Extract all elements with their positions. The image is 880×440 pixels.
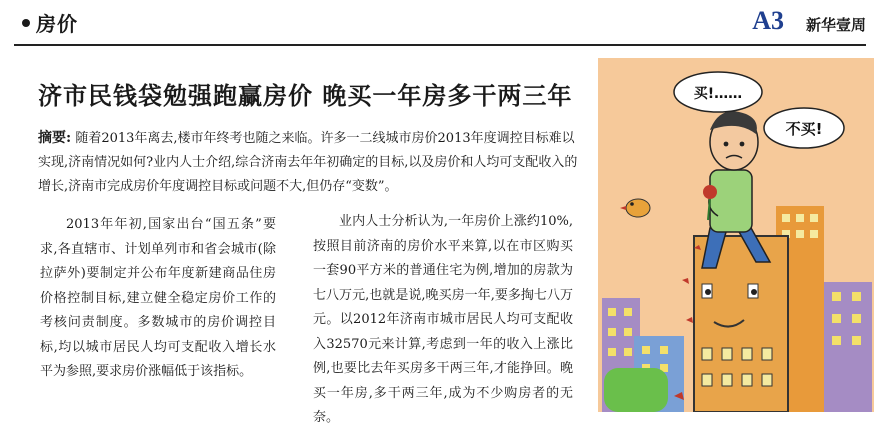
section-title: 房价 bbox=[36, 12, 78, 36]
speech-bubble-not-buy bbox=[764, 108, 844, 148]
article-abstract bbox=[38, 126, 586, 199]
publication-name: 新华壹周 bbox=[805, 16, 866, 34]
abstract-text: 随着2013年离去,楼市年终考也随之来临。许多一二线城市房价2013年度调控目标难以实现,济南情况如何?业内人士介绍,综合济南去年年初确定的目标,以及房价和人均可支配收入的增长,济南市完成房价年度调控目标或问题不大,但仍存“变数”。 bbox=[38, 131, 578, 194]
article-column-2: 业内人士分析认为,一年房价上涨约10%,按照目前济南的房价水平来算,以在市区购买一套90平方米的普通住宅为例,增加的房款为七八万元,也就是说,晚买房一年,要多掏七八万元。以2012年济南市城市居民人均可支配收入32570元来计算,考虑到一年的收入上涨比例,也要比去年买房多干两三年,才能挣回。晚买一年房,多干两三年,成为不少购房者的无奈。 bbox=[313, 214, 573, 425]
header-rule bbox=[14, 44, 866, 46]
abstract-tag: 摘要: bbox=[38, 130, 72, 146]
speech-bubble-buy bbox=[674, 72, 762, 112]
article-headline: 济市民钱袋勉强跑赢房价 晚买一年房多干两三年 bbox=[38, 81, 573, 110]
bubble-buy-text: 买!…… bbox=[693, 86, 743, 102]
bullet-icon bbox=[22, 19, 30, 27]
bubble-not-buy-text: 不买! bbox=[785, 120, 823, 138]
cartoon-illustration bbox=[598, 58, 874, 412]
page-header bbox=[0, 0, 880, 48]
article-column-1: 2013年年初,国家出台“国五条”要求,各直辖市、计划单列市和省会城市(除拉萨外)要制定并公布年度新建商品住房价格控制目标,建立健全稳定房价工作的考核问责制度。多数城市的房价调控目标,均以城市居民人均可支配收入增长水平为参照,要求房价涨幅低于该指标。 bbox=[40, 217, 276, 379]
section-label bbox=[22, 8, 78, 37]
page-number: A3 bbox=[752, 6, 784, 35]
